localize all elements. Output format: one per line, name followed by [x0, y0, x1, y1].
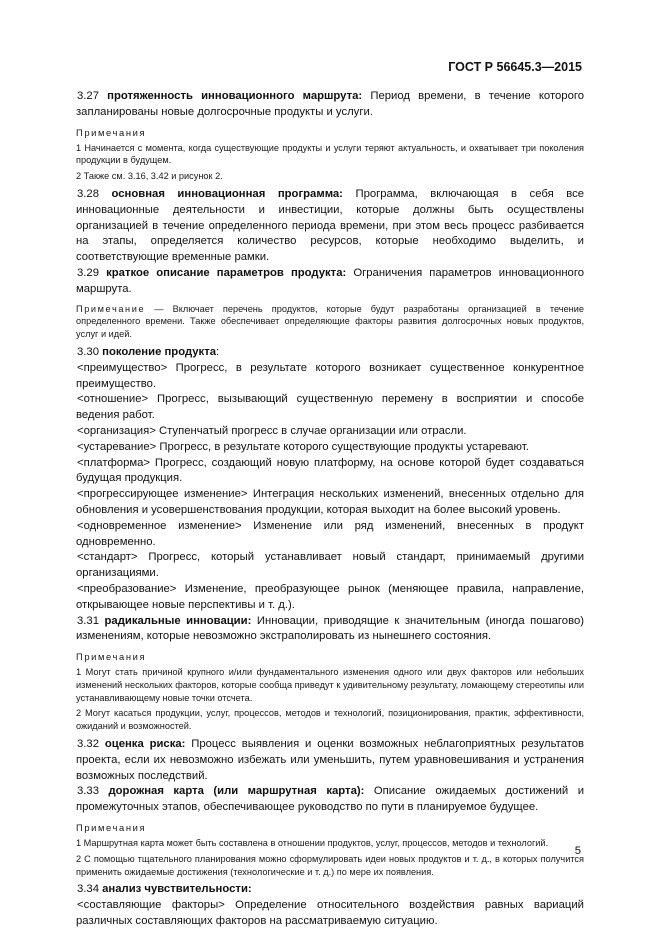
- page-number: 5: [574, 845, 581, 857]
- term-definition: Описание ожидаемых достижений и промежуточных этапов, обеспечивающее руководство по пути в планируемое будущее.: [76, 785, 585, 814]
- document-body: [76, 89, 584, 930]
- notes-heading: Примечания: [76, 126, 147, 138]
- term-number: 3.32: [77, 738, 99, 751]
- term-number: 3.27: [77, 90, 99, 102]
- usage-item: <одновременное изменение> Изменение или ряд изменений, внесенных в продукт одновременно.: [76, 519, 584, 548]
- note-item: 1 Маршрутная карта может быть составлена в отношении продуктов, услуг, процессов, методов и технологий.: [76, 838, 549, 849]
- term-definition: Инновации, приводящие к значительным (иногда пошагово) изменениям, которые невозможно экстраполировать из нынешнего состояния.: [76, 614, 585, 643]
- note-item: 1 Начинается с момента, когда существующие продукты и услуги теряют актуальность, и охватывает три поколения продукции в будущем.: [76, 142, 584, 166]
- usage-item: <отношение> Прогресс, вызывающий существенную перемену в восприятии и способе ведения работ.: [76, 393, 584, 422]
- notes-heading: Примечания: [76, 822, 147, 834]
- term-title: краткое описание параметров продукта:: [106, 266, 347, 279]
- term-title: анализ чувствительности:: [102, 883, 252, 896]
- term-title: протяженность инновационного маршрута:: [107, 90, 363, 102]
- usage-item: <устаревание> Прогресс, в результате которого существующие продукты устаревают.: [77, 440, 529, 453]
- term-3-34: [76, 882, 584, 898]
- usage-item: <преимущество> Прогресс, в результате которого возникает существенное конкурентное преимущество.: [76, 361, 584, 390]
- term-3-29: [76, 266, 584, 298]
- term-definition: Программа, включающая в себя все инновационные деятельности и инвестиции, которые должны быть осуществлены организацией в течение определенного периода времени, при этом весь процесс разбивается на этапы, определяется количество ресурсов, которые необходимо выделить, и соответствующие временные рамки.: [76, 187, 585, 264]
- notes-heading: Примечания: [76, 651, 147, 663]
- note-label: Примечание: [76, 303, 146, 314]
- note-single: [76, 303, 584, 341]
- term-number: 3.34: [77, 883, 99, 896]
- term-number: 3.33: [77, 785, 99, 798]
- term-definition: Процесс выявления и оценки возможных неблагоприятных результатов проекта, если их невозможно избежать или уменьшить, путем уравновешивания и устранения возможных последствий.: [76, 738, 584, 782]
- usage-item: <платформа> Прогресс, создающий новую платформу, на основе которой будет создаваться будущая продукция.: [76, 456, 584, 485]
- document-id: ГОСТ Р 56645.3—2015: [448, 60, 582, 74]
- usage-item: <преобразование> Изменение, преобразующее рынок (меняющее правила, направление, открывающее новые перспективы и т. д.).: [76, 582, 584, 611]
- term-colon: :: [216, 345, 220, 358]
- term-title: дорожная карта (или маршрутная карта):: [108, 785, 365, 798]
- term-3-33: [76, 784, 584, 816]
- note-item: 2 С помощью тщательного планирования можно сформулировать идеи новых продуктов и т. д., в которых получится применить ожидаемые достижения (технологические и т. д.) по мере их появления.: [76, 853, 584, 877]
- note-item: 2 Могут касаться продукции, услуг, процессов, методов и технологий, позиционирования, практик, эффективности, ожиданий и возможностей.: [76, 708, 584, 732]
- usage-item: <составляющие факторы> Определение относительного воздействия равных вариаций различных составляющих факторов на рассматриваемую ситуацию.: [76, 899, 584, 928]
- term-3-28: [76, 187, 584, 266]
- term-number: 3.31: [77, 614, 99, 627]
- term-definition: Период времени, в течение которого запланированы новые долгосрочные продукты и услуги.: [76, 90, 585, 118]
- term-number: 3.28: [77, 187, 99, 200]
- term-3-27: [76, 89, 584, 121]
- term-3-32: [76, 737, 584, 784]
- note-item: 2 Также см. 3.16, 3.42 и рисунок 2.: [76, 171, 223, 182]
- usage-item: <организация> Ступенчатый прогресс в случае организации или отрасли.: [77, 424, 467, 437]
- usage-item: <прогрессирующее изменение> Интеграция нескольких изменений, внесенных отдельно для обновления и усовершенствования продукции, которая выходит на более высокий уровень.: [76, 488, 584, 516]
- term-number: 3.29: [77, 266, 99, 279]
- note-item: 1 Могут стать причиной крупного и/или фундаментального изменения одного или двух факторов или небольших изменений нескольких факторов, которые сообща приведут к удивительному результату, ломающему стереотипы или устанавливающему новые точки отсчета.: [76, 667, 584, 703]
- term-3-30: [76, 345, 584, 361]
- term-title: оценка риска:: [104, 738, 186, 751]
- term-title: основная инновационная программа:: [111, 187, 343, 200]
- term-definition: Ограничения параметров инновационного маршрута.: [76, 266, 584, 295]
- term-title: радикальные инновации:: [104, 614, 252, 627]
- term-3-31: [76, 614, 584, 646]
- usage-item: <стандарт> Прогресс, который устанавливает новый стандарт, принимаемый другими организациями.: [76, 551, 584, 580]
- note-text: — Включает перечень продуктов, которые будут разработаны организацией в течение определенного времени. Также обеспечивает определяющие факторы развития долгосрочных новых продуктов, услуг и идей.: [76, 303, 584, 340]
- term-number: 3.30: [77, 345, 99, 358]
- term-title: поколение продукта: [102, 345, 217, 358]
